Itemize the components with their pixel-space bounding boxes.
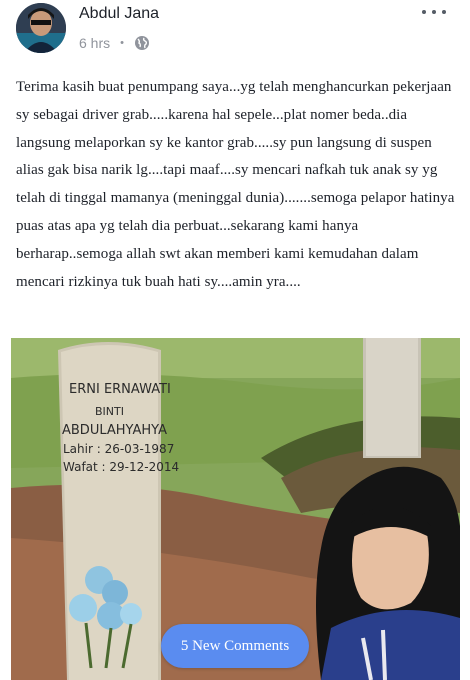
globe-icon: [134, 35, 150, 51]
grave-father: ABDULAHYAHYA: [62, 423, 167, 438]
new-comments-button[interactable]: 5 New Comments: [161, 624, 309, 668]
avatar-image: [16, 3, 66, 53]
avatar[interactable]: [16, 3, 66, 53]
grave-name: ERNI ERNAWATI: [69, 382, 171, 397]
separator-dot: •: [120, 37, 124, 49]
post-meta: [79, 33, 150, 53]
more-options-icon[interactable]: [422, 4, 446, 20]
grave-binti: BINTI: [95, 405, 124, 418]
post-time[interactable]: 6 hrs: [79, 35, 111, 51]
post-text: Terima kasih buat penumpang saya...yg telah menghancurkan pekerjaan sy sebagai driver grab.....karena hal sepele...plat nomer beda..dia langsung melaporkan sy ke kantor grab.....sy pun langsung di suspen alias gak bisa narik lg....tapi maaf....sy mencari nafkah tuk anak sy yg telah di tinggal mamanya (meninggal dunia).......semoga pelapor hatinya puas atas apa yg telah dia perbuat...sekarang kami hanya berharap..semoga allah swt akan memberi kami kemudahan dalam mencari rizkinya tuk buah hati sy....amin yra....: [16, 79, 455, 290]
author-name[interactable]: Abdul Jana: [79, 5, 160, 22]
grave-died: Wafat : 29-12-2014: [63, 460, 180, 474]
post-header: [0, 0, 470, 60]
grave-born: Lahir : 26-03-1987: [63, 442, 175, 456]
